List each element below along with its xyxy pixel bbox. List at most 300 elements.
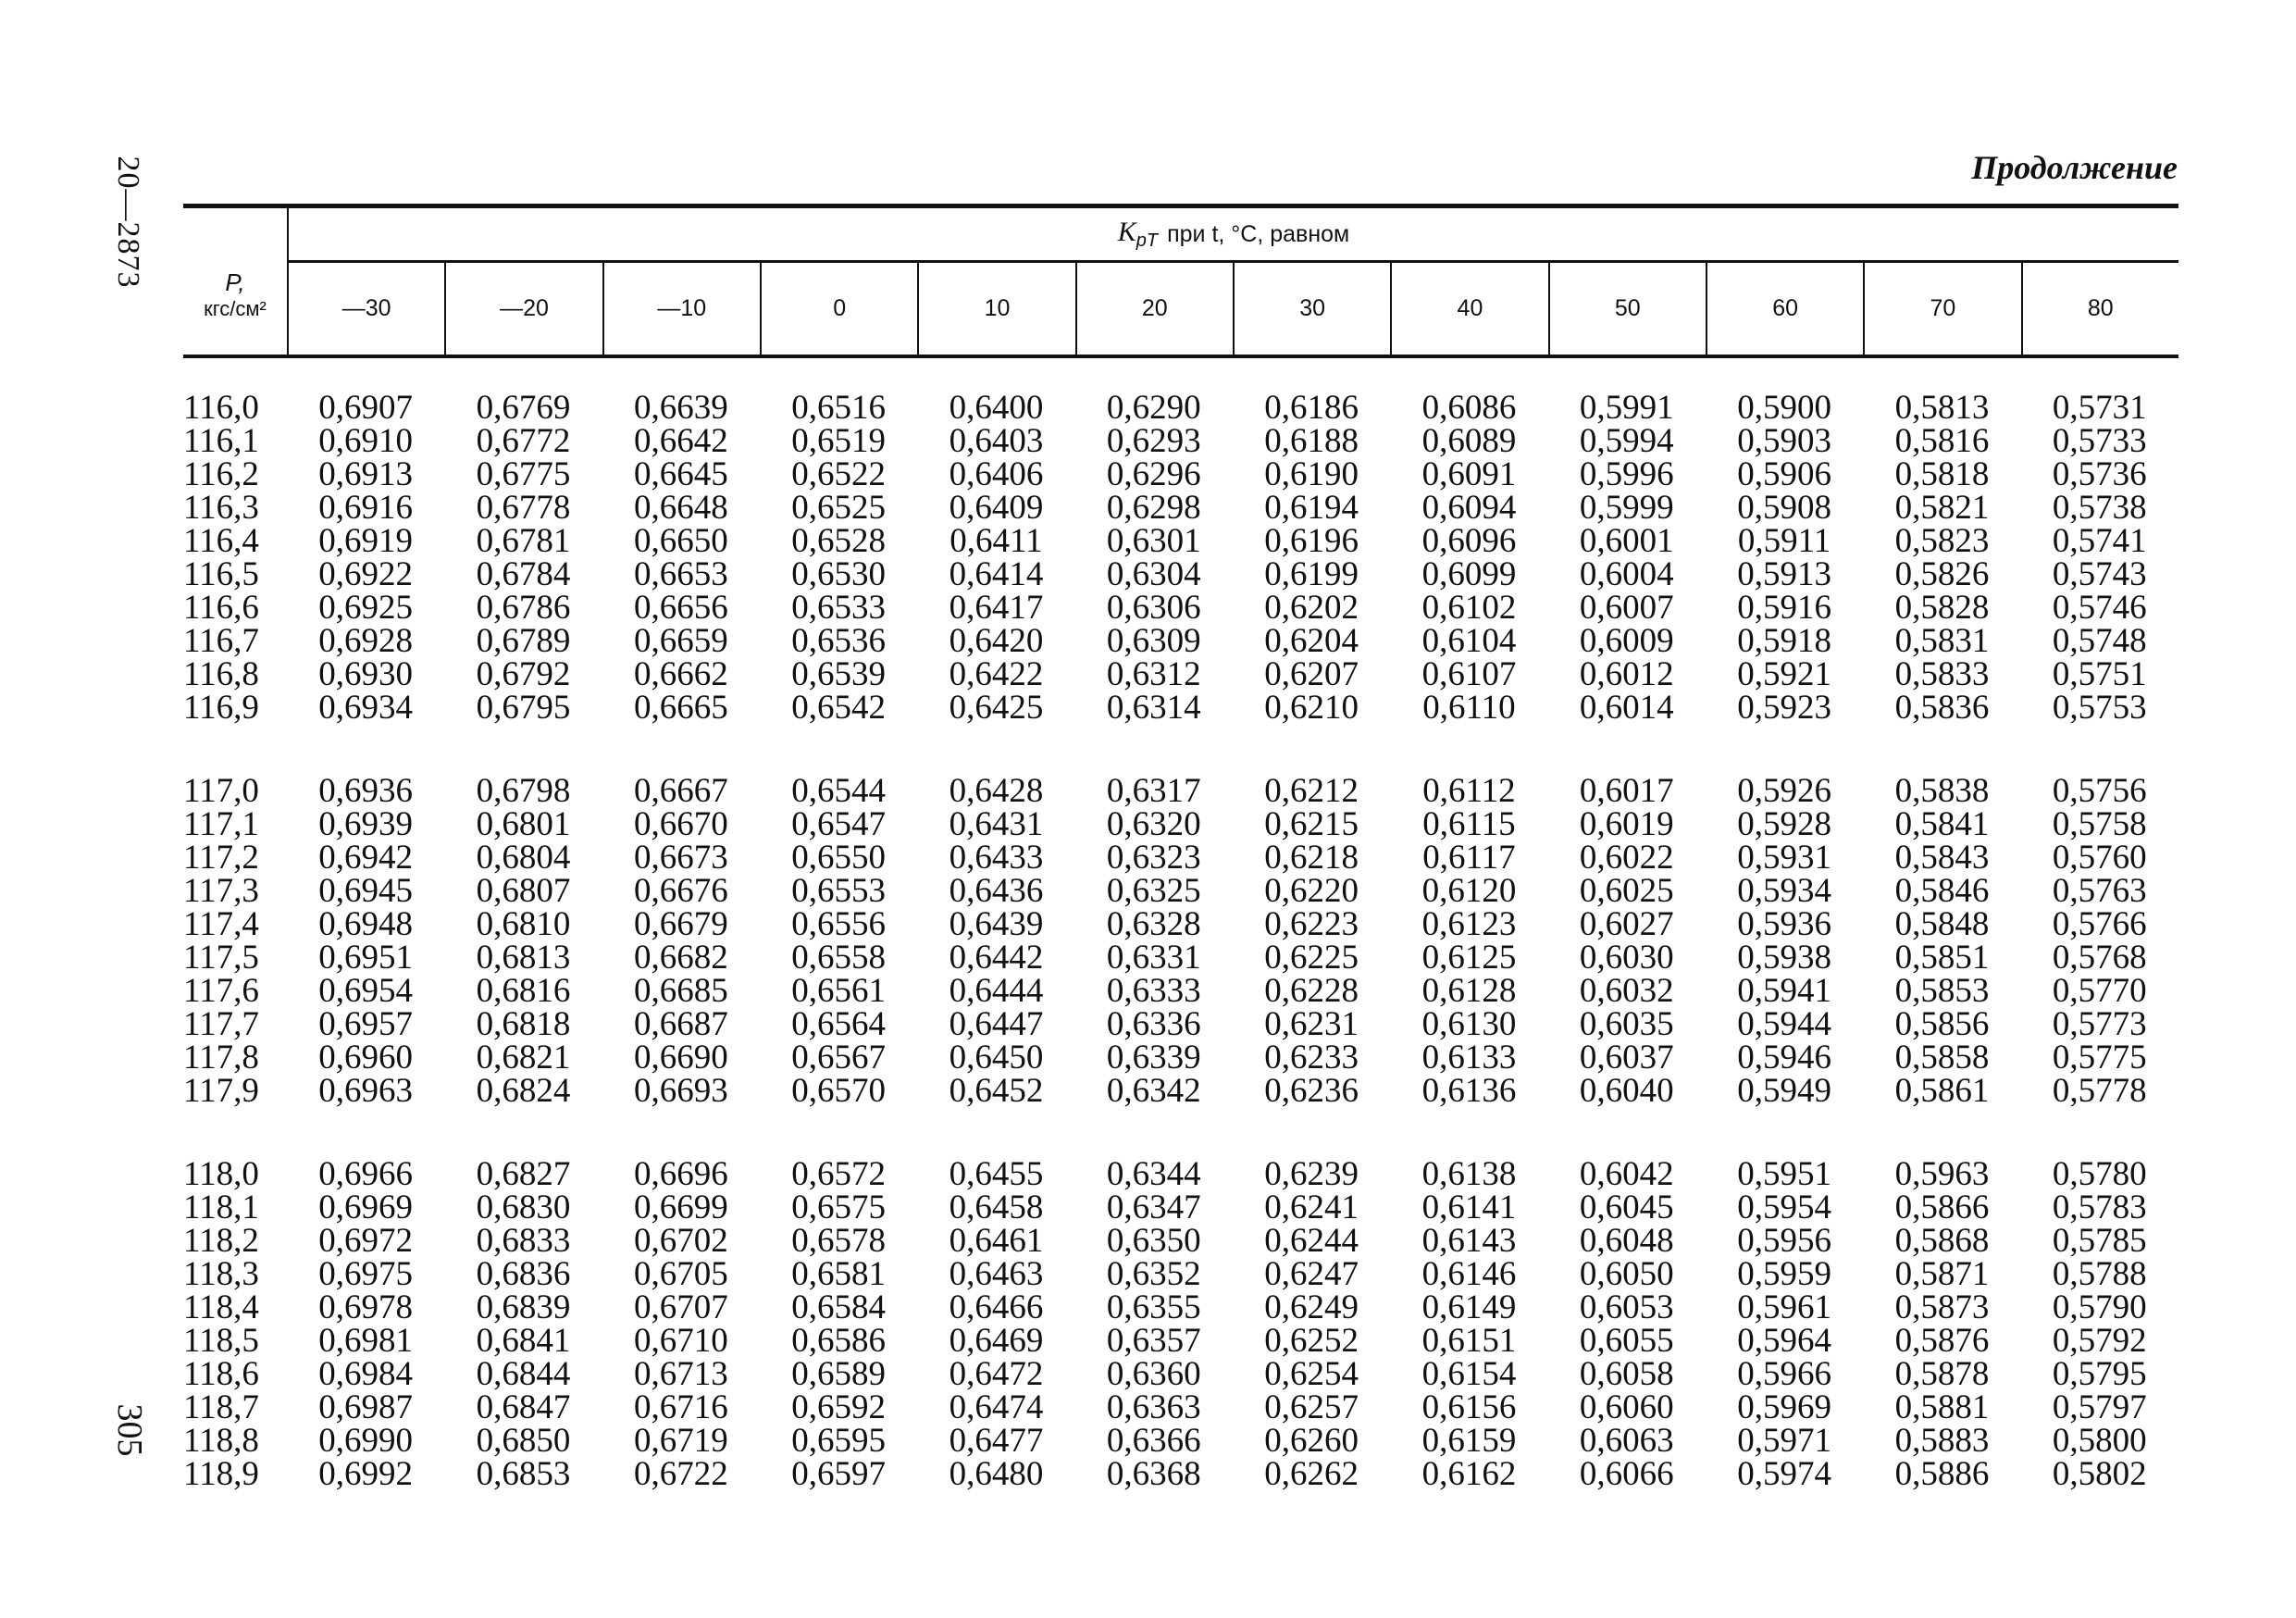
value-cell: 0,5802 <box>2052 1455 2147 1493</box>
value-cell: 0,6951 <box>318 939 414 977</box>
value-cell: 0,5821 <box>1894 489 1990 527</box>
value-cell: 0,5966 <box>1737 1355 1831 1393</box>
table-row <box>183 622 2178 660</box>
pressure-cell: 118,3 <box>183 1255 259 1293</box>
value-cell: 0,6309 <box>1106 622 1201 660</box>
value-cell: 0,6186 <box>1264 389 1359 427</box>
side-label <box>100 157 155 287</box>
pressure-cell: 118,9 <box>183 1455 259 1493</box>
value-cell: 0,6447 <box>949 1005 1044 1043</box>
value-cell: 0,6525 <box>791 489 887 527</box>
value-cell: 0,6710 <box>633 1322 728 1360</box>
value-cell: 0,6143 <box>1421 1222 1517 1260</box>
temperature-header: 50 <box>1548 263 1706 355</box>
value-cell: 0,6363 <box>1106 1388 1201 1426</box>
table-row <box>183 872 2178 910</box>
table-row <box>183 972 2178 1010</box>
value-cell: 0,6550 <box>791 839 887 877</box>
value-cell: 0,5918 <box>1737 622 1831 660</box>
value-cell: 0,6984 <box>318 1355 414 1393</box>
value-cell: 0,6667 <box>633 772 728 810</box>
value-cell: 0,6659 <box>633 622 728 660</box>
value-cell: 0,5881 <box>1894 1388 1990 1426</box>
value-cell: 0,6910 <box>318 422 414 460</box>
value-cell: 0,6469 <box>949 1322 1044 1360</box>
value-cell: 0,6653 <box>633 555 728 593</box>
temperature-header: 10 <box>917 263 1074 355</box>
value-cell: 0,5941 <box>1737 972 1831 1010</box>
table-row <box>183 772 2178 810</box>
value-cell: 0,6204 <box>1264 622 1359 660</box>
value-cell: 0,6420 <box>949 622 1044 660</box>
value-cell: 0,6249 <box>1264 1288 1359 1326</box>
value-cell: 0,5780 <box>2052 1155 2147 1193</box>
value-cell: 0,6296 <box>1106 455 1201 493</box>
value-cell: 0,5738 <box>2052 489 2147 527</box>
value-cell: 0,6461 <box>949 1222 1044 1260</box>
value-cell: 0,6133 <box>1421 1039 1517 1077</box>
value-cell: 0,6403 <box>949 422 1044 460</box>
value-cell: 0,6130 <box>1421 1005 1517 1043</box>
value-cell: 0,6539 <box>791 655 887 693</box>
value-cell: 0,6339 <box>1106 1039 1201 1077</box>
value-cell: 0,6115 <box>1422 805 1516 843</box>
value-cell: 0,5773 <box>2052 1005 2147 1043</box>
value-cell: 0,6352 <box>1106 1255 1201 1293</box>
temperature-header: 80 <box>2021 263 2178 355</box>
pressure-cell: 116,6 <box>183 589 259 627</box>
value-cell: 0,6151 <box>1421 1322 1517 1360</box>
value-cell: 0,6236 <box>1264 1072 1359 1110</box>
value-cell: 0,6719 <box>633 1422 728 1460</box>
table-row <box>183 905 2178 943</box>
value-cell: 0,6188 <box>1264 422 1359 460</box>
value-cell: 0,6702 <box>633 1222 728 1260</box>
value-cell: 0,6578 <box>791 1222 887 1260</box>
value-cell: 0,6716 <box>633 1388 728 1426</box>
value-cell: 0,6690 <box>633 1039 728 1077</box>
value-cell: 0,5963 <box>1894 1155 1990 1193</box>
value-cell: 0,5792 <box>2052 1322 2147 1360</box>
value-cell: 0,6159 <box>1421 1422 1517 1460</box>
value-cell: 0,6769 <box>476 389 571 427</box>
value-cell: 0,6570 <box>791 1072 887 1110</box>
value-cell: 0,6707 <box>633 1288 728 1326</box>
value-cell: 0,6850 <box>476 1422 571 1460</box>
table-row <box>183 591 2178 625</box>
value-cell: 0,5868 <box>1894 1222 1990 1260</box>
value-cell: 0,5858 <box>1894 1039 1990 1077</box>
value-cell: 0,6053 <box>1579 1288 1674 1326</box>
value-cell: 0,6969 <box>318 1189 414 1226</box>
table-row <box>183 691 2178 725</box>
value-cell: 0,5843 <box>1894 839 1990 877</box>
value-cell: 0,6439 <box>949 905 1044 943</box>
value-cell: 0,5797 <box>2052 1388 2147 1426</box>
value-cell: 0,5908 <box>1737 489 1831 527</box>
value-cell: 0,6257 <box>1264 1388 1359 1426</box>
value-cell: 0,6827 <box>476 1155 571 1193</box>
data-table <box>183 204 2178 1541</box>
value-cell: 0,6032 <box>1579 972 1674 1010</box>
value-cell: 0,6252 <box>1264 1322 1359 1360</box>
temperature-header: 40 <box>1390 263 1547 355</box>
value-cell: 0,6360 <box>1106 1355 1201 1393</box>
value-cell: 0,6990 <box>318 1422 414 1460</box>
value-cell: 0,6572 <box>791 1155 887 1193</box>
value-cell: 0,6102 <box>1421 589 1517 627</box>
value-cell: 0,5826 <box>1894 555 1990 593</box>
value-cell: 0,6355 <box>1106 1288 1201 1326</box>
value-cell: 0,6196 <box>1264 522 1359 560</box>
value-cell: 0,6004 <box>1579 555 1674 593</box>
value-cell: 0,5775 <box>2052 1039 2147 1077</box>
value-cell: 0,6696 <box>633 1155 728 1193</box>
value-cell: 0,5760 <box>2052 839 2147 877</box>
value-cell: 0,5913 <box>1737 555 1831 593</box>
value-cell: 0,6841 <box>476 1322 571 1360</box>
value-cell: 0,5954 <box>1737 1189 1831 1226</box>
value-cell: 0,6123 <box>1421 905 1517 943</box>
temperature-header: —10 <box>602 263 760 355</box>
value-cell: 0,5853 <box>1894 972 1990 1010</box>
value-cell: 0,5746 <box>2052 589 2147 627</box>
value-cell: 0,5833 <box>1894 655 1990 693</box>
value-cell: 0,6957 <box>318 1005 414 1043</box>
pressure-unit: кгс/см² <box>204 297 267 321</box>
value-cell: 0,6425 <box>949 689 1044 727</box>
value-cell: 0,6141 <box>1421 1189 1517 1226</box>
pressure-cell: 116,4 <box>183 522 259 560</box>
value-cell: 0,6948 <box>318 905 414 943</box>
value-cell: 0,5996 <box>1579 455 1674 493</box>
value-cell: 0,6035 <box>1579 1005 1674 1043</box>
value-cell: 0,5731 <box>2052 389 2147 427</box>
value-cell: 0,6431 <box>949 805 1044 843</box>
value-cell: 0,5823 <box>1894 522 1990 560</box>
value-cell: 0,6254 <box>1264 1355 1359 1393</box>
value-cell: 0,5770 <box>2052 972 2147 1010</box>
value-cell: 0,6528 <box>791 522 887 560</box>
side-label-text: 20—2873 <box>111 156 145 289</box>
value-cell: 0,5936 <box>1737 905 1831 943</box>
value-cell: 0,5856 <box>1894 1005 1990 1043</box>
pressure-cell: 118,1 <box>183 1189 259 1226</box>
value-cell: 0,6298 <box>1106 489 1201 527</box>
value-cell: 0,6409 <box>949 489 1044 527</box>
value-cell: 0,6533 <box>791 589 887 627</box>
value-cell: 0,6244 <box>1264 1222 1359 1260</box>
value-cell: 0,6786 <box>476 589 571 627</box>
value-cell: 0,6656 <box>633 589 728 627</box>
value-cell: 0,5866 <box>1894 1189 1990 1226</box>
value-cell: 0,6987 <box>318 1388 414 1426</box>
pressure-cell: 118,2 <box>183 1222 259 1260</box>
value-cell: 0,6228 <box>1264 972 1359 1010</box>
value-cell: 0,6564 <box>791 1005 887 1043</box>
value-cell: 0,5951 <box>1737 1155 1831 1193</box>
value-cell: 0,6037 <box>1579 1039 1674 1077</box>
value-cell: 0,6542 <box>791 689 887 727</box>
value-cell: 0,5800 <box>2052 1422 2147 1460</box>
value-cell: 0,5736 <box>2052 455 2147 493</box>
value-cell: 0,6722 <box>633 1455 728 1493</box>
value-cell: 0,6136 <box>1421 1072 1517 1110</box>
value-cell: 0,6154 <box>1421 1355 1517 1393</box>
value-cell: 0,6682 <box>633 939 728 977</box>
value-cell: 0,6260 <box>1264 1422 1359 1460</box>
value-cell: 0,5785 <box>2052 1222 2147 1260</box>
value-cell: 0,6218 <box>1264 839 1359 877</box>
value-cell: 0,5946 <box>1737 1039 1831 1077</box>
value-cell: 0,6104 <box>1421 622 1517 660</box>
value-cell: 0,5846 <box>1894 872 1990 910</box>
value-cell: 0,6455 <box>949 1155 1044 1193</box>
value-cell: 0,6094 <box>1421 489 1517 527</box>
value-cell: 0,6934 <box>318 689 414 727</box>
value-cell: 0,6645 <box>633 455 728 493</box>
value-cell: 0,6342 <box>1106 1072 1201 1110</box>
page-number-text: 305 <box>110 1403 149 1457</box>
value-cell: 0,6772 <box>476 422 571 460</box>
pressure-cell: 118,0 <box>183 1155 259 1193</box>
value-cell: 0,6945 <box>318 872 414 910</box>
value-cell: 0,6784 <box>476 555 571 593</box>
value-cell: 0,5763 <box>2052 872 2147 910</box>
value-cell: 0,6553 <box>791 872 887 910</box>
table-row <box>183 1191 2178 1225</box>
value-cell: 0,5836 <box>1894 689 1990 727</box>
value-cell: 0,6981 <box>318 1322 414 1360</box>
value-cell: 0,6847 <box>476 1388 571 1426</box>
value-cell: 0,6406 <box>949 455 1044 493</box>
value-cell: 0,5999 <box>1579 489 1674 527</box>
pressure-cell: 117,3 <box>183 872 259 910</box>
value-cell: 0,6333 <box>1106 972 1201 1010</box>
value-cell: 0,5766 <box>2052 905 2147 943</box>
value-cell: 0,6366 <box>1106 1422 1201 1460</box>
value-cell: 0,6670 <box>633 805 728 843</box>
value-cell: 0,6978 <box>318 1288 414 1326</box>
value-cell: 0,5841 <box>1894 805 1990 843</box>
pressure-cell: 117,5 <box>183 939 259 977</box>
value-cell: 0,5961 <box>1737 1288 1831 1326</box>
value-cell: 0,6107 <box>1421 655 1517 693</box>
value-cell: 0,6547 <box>791 805 887 843</box>
table-row <box>183 489 2178 527</box>
value-cell: 0,5816 <box>1894 422 1990 460</box>
value-cell: 0,6025 <box>1579 872 1674 910</box>
table-row <box>183 455 2178 493</box>
value-cell: 0,5878 <box>1894 1355 1990 1393</box>
value-cell: 0,5916 <box>1737 589 1831 627</box>
value-cell: 0,6368 <box>1106 1455 1201 1493</box>
value-cell: 0,6110 <box>1422 689 1516 727</box>
temperature-header: —30 <box>341 295 391 321</box>
value-cell: 0,6992 <box>318 1455 414 1493</box>
value-cell: 0,5828 <box>1894 589 1990 627</box>
value-cell: 0,6561 <box>791 972 887 1010</box>
pressure-cell: 116,8 <box>183 655 259 693</box>
value-cell: 0,6030 <box>1579 939 1674 977</box>
pressure-cell: 118,7 <box>183 1388 259 1426</box>
value-cell: 0,6586 <box>791 1322 887 1360</box>
value-cell: 0,6138 <box>1421 1155 1517 1193</box>
temperature-header: 20 <box>1075 263 1233 355</box>
value-cell: 0,6648 <box>633 489 728 527</box>
value-cell: 0,5931 <box>1737 839 1831 877</box>
coefficient-condition: при t, °C, равном <box>1167 220 1350 247</box>
value-cell: 0,5900 <box>1737 389 1831 427</box>
value-cell: 0,6650 <box>633 522 728 560</box>
value-cell: 0,6314 <box>1106 689 1201 727</box>
value-cell: 0,6452 <box>949 1072 1044 1110</box>
value-cell: 0,6804 <box>476 839 571 877</box>
value-cell: 0,6477 <box>949 1422 1044 1460</box>
value-cell: 0,5876 <box>1894 1322 1990 1360</box>
table-row <box>183 1072 2178 1110</box>
pressure-cell: 116,5 <box>183 555 259 593</box>
value-cell: 0,6048 <box>1579 1222 1674 1260</box>
value-cell: 0,6522 <box>791 455 887 493</box>
value-cell: 0,6544 <box>791 772 887 810</box>
value-cell: 0,6975 <box>318 1255 414 1293</box>
value-cell: 0,5753 <box>2052 689 2147 727</box>
value-cell: 0,6450 <box>949 1039 1044 1077</box>
table-row <box>183 1355 2178 1393</box>
value-cell: 0,6017 <box>1579 772 1674 810</box>
value-cell: 0,6595 <box>791 1422 887 1460</box>
value-cell: 0,6581 <box>791 1255 887 1293</box>
value-cell: 0,6293 <box>1106 422 1201 460</box>
row-group <box>183 772 2178 1110</box>
value-cell: 0,5921 <box>1737 655 1831 693</box>
value-cell: 0,6942 <box>318 839 414 877</box>
value-cell: 0,6673 <box>633 839 728 877</box>
value-cell: 0,6066 <box>1579 1455 1674 1493</box>
pressure-cell: 116,3 <box>183 489 259 527</box>
value-cell: 0,6916 <box>318 489 414 527</box>
value-cell: 0,6247 <box>1264 1255 1359 1293</box>
value-cell: 0,6556 <box>791 905 887 943</box>
value-cell: 0,6096 <box>1421 522 1517 560</box>
temperature-header: 60 <box>1706 263 1863 355</box>
value-cell: 0,6685 <box>633 972 728 1010</box>
value-cell: 0,6312 <box>1106 655 1201 693</box>
value-cell: 0,6411 <box>949 522 1043 560</box>
value-cell: 0,6801 <box>476 805 571 843</box>
value-cell: 0,6642 <box>633 422 728 460</box>
value-cell: 0,6012 <box>1579 655 1674 693</box>
value-cell: 0,6966 <box>318 1155 414 1193</box>
pressure-cell: 117,2 <box>183 839 259 877</box>
value-cell: 0,6014 <box>1579 689 1674 727</box>
value-cell: 0,6930 <box>318 655 414 693</box>
value-cell: 0,5748 <box>2052 622 2147 660</box>
value-cell: 0,6210 <box>1264 689 1359 727</box>
pressure-cell: 118,8 <box>183 1422 259 1460</box>
table-row <box>183 655 2178 693</box>
value-cell: 0,6818 <box>476 1005 571 1043</box>
value-cell: 0,6584 <box>791 1288 887 1326</box>
value-cell: 0,6789 <box>476 622 571 660</box>
table-row <box>183 841 2178 875</box>
value-cell: 0,6347 <box>1106 1189 1201 1226</box>
value-cell: 0,6060 <box>1579 1388 1674 1426</box>
table-row <box>183 422 2178 460</box>
value-cell: 0,6907 <box>318 389 414 427</box>
pressure-cell: 117,8 <box>183 1039 259 1077</box>
value-cell: 0,6781 <box>476 522 571 560</box>
value-cell: 0,6117 <box>1422 839 1516 877</box>
value-cell: 0,6913 <box>318 455 414 493</box>
value-cell: 0,6433 <box>949 839 1044 877</box>
value-cell: 0,6040 <box>1579 1072 1674 1110</box>
value-cell: 0,6530 <box>791 555 887 593</box>
value-cell: 0,6436 <box>949 872 1044 910</box>
table-row <box>183 1388 2178 1426</box>
value-cell: 0,6558 <box>791 939 887 977</box>
value-cell: 0,5949 <box>1737 1072 1831 1110</box>
value-cell: 0,6055 <box>1579 1322 1674 1360</box>
value-cell: 0,6936 <box>318 772 414 810</box>
table-row <box>183 1455 2178 1493</box>
value-cell: 0,6162 <box>1421 1455 1517 1493</box>
value-cell: 0,6019 <box>1579 805 1674 843</box>
value-cell: 0,6575 <box>791 1189 887 1226</box>
value-cell: 0,5956 <box>1737 1222 1831 1260</box>
value-cell: 0,6919 <box>318 522 414 560</box>
pressure-cell: 116,7 <box>183 622 259 660</box>
value-cell: 0,6050 <box>1579 1255 1674 1293</box>
pressure-cell: 117,9 <box>183 1072 259 1110</box>
value-cell: 0,6086 <box>1421 389 1517 427</box>
value-cell: 0,5838 <box>1894 772 1990 810</box>
value-cell: 0,6417 <box>949 589 1044 627</box>
value-cell: 0,6813 <box>476 939 571 977</box>
row-group <box>183 389 2178 727</box>
value-cell: 0,6833 <box>476 1222 571 1260</box>
value-cell: 0,6665 <box>633 689 728 727</box>
pressure-cell: 118,6 <box>183 1355 259 1393</box>
pressure-cell: 118,4 <box>183 1288 259 1326</box>
table-row <box>183 1422 2178 1460</box>
value-cell: 0,6323 <box>1106 839 1201 877</box>
temperature-headers <box>289 263 2178 355</box>
value-cell: 0,6567 <box>791 1039 887 1077</box>
value-cell: 0,6693 <box>633 1072 728 1110</box>
value-cell: 0,6304 <box>1106 555 1201 593</box>
value-cell: 0,6194 <box>1264 489 1359 527</box>
value-cell: 0,6344 <box>1106 1155 1201 1193</box>
pressure-cell: 117,6 <box>183 972 259 1010</box>
value-cell: 0,6676 <box>633 872 728 910</box>
value-cell: 0,6589 <box>791 1355 887 1393</box>
value-cell: 0,6458 <box>949 1189 1044 1226</box>
table-header <box>183 208 2178 358</box>
value-cell: 0,6810 <box>476 905 571 943</box>
value-cell: 0,5733 <box>2052 422 2147 460</box>
value-cell: 0,6112 <box>1422 772 1516 810</box>
value-cell: 0,6001 <box>1579 522 1674 560</box>
value-cell: 0,5818 <box>1894 455 1990 493</box>
pressure-cell: 117,0 <box>183 772 259 810</box>
value-cell: 0,6597 <box>791 1455 887 1493</box>
table-row <box>183 1322 2178 1360</box>
value-cell: 0,6328 <box>1106 905 1201 943</box>
value-cell: 0,5883 <box>1894 1422 1990 1460</box>
value-cell: 0,6233 <box>1264 1039 1359 1077</box>
